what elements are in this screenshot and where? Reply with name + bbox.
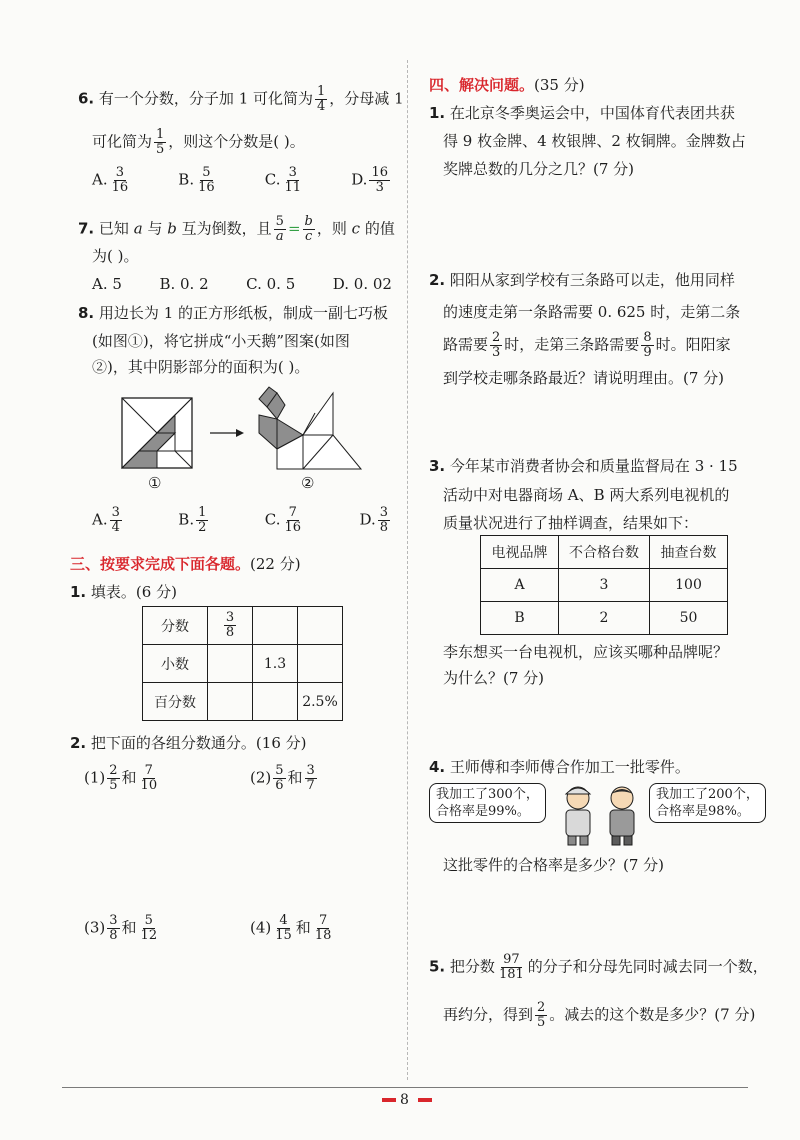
table-cell[interactable] xyxy=(253,683,298,721)
numerator: 1 xyxy=(317,84,326,99)
workers-illustration-icon xyxy=(556,780,646,846)
question-number: 2. xyxy=(70,734,87,752)
problem-2-line3: 路需要 $\frac{2}{3}$ 时，走第三条路需要 $\frac{8}{9}$ 时。阳阳家 xyxy=(443,330,731,360)
speech-bubble-li xyxy=(649,783,766,823)
table-cell: $\frac{3}{8}$ xyxy=(208,607,253,645)
question-number: 4. xyxy=(429,758,446,776)
question-6-line1 xyxy=(78,85,404,114)
column-header: 不合格台数 xyxy=(559,536,650,569)
table-row xyxy=(143,683,343,721)
problem-1-line3: 奖牌总数的几分之几？(7 分) xyxy=(443,160,635,178)
fraction-pair-2: (2) $\frac{5}{6}$ 和 $\frac{3}{7}$ xyxy=(250,763,315,793)
table-cell: 100 xyxy=(650,569,728,602)
text: 已知 xyxy=(98,219,129,238)
table-cell[interactable] xyxy=(298,607,343,645)
question-8-options xyxy=(92,506,392,535)
question-number: 3. xyxy=(429,457,446,475)
option-b[interactable]: B. $\frac{1}{2}$ xyxy=(178,505,207,535)
question-number: 1. xyxy=(429,104,446,122)
question-8-line1 xyxy=(78,303,388,323)
text: 今年某市消费者协会和质量监督局在 3 · 15 xyxy=(449,457,738,475)
question-6-line2 xyxy=(92,128,305,157)
problem-2-line4: 到学校走哪条路最近？请说明理由。(7 分) xyxy=(443,369,725,387)
text: ，分母减 1 xyxy=(329,89,404,108)
fraction xyxy=(315,85,327,114)
row-header: 百分数 xyxy=(143,683,208,721)
question-7-line1 xyxy=(78,215,395,244)
numerator: 1 xyxy=(156,127,165,142)
footer-accent-left xyxy=(382,1098,396,1102)
denominator: 5 xyxy=(156,142,165,157)
question-8-line2: (如图①)，将它拼成“小天鹅”图案(如图 xyxy=(92,332,350,350)
problem-3-line1 xyxy=(429,456,738,476)
arrow-right-icon xyxy=(210,428,244,438)
text: 有一个分数，分子加 1 可化简为 xyxy=(98,89,314,108)
problem-2-line2: 的速度走第一条路需要 0. 625 时，走第二条 xyxy=(443,303,741,321)
denominator: 4 xyxy=(317,99,326,114)
table-header-row xyxy=(481,536,728,569)
text: ，则 xyxy=(316,219,347,238)
table-cell: A xyxy=(481,569,559,602)
question-number: 2. xyxy=(429,271,446,289)
problem-4-line1 xyxy=(429,757,690,777)
option-d[interactable]: D. $\frac{16}{3}$ xyxy=(351,165,388,195)
table-row xyxy=(143,607,343,645)
table-cell: B xyxy=(481,602,559,635)
bubble-text: 合格率是98%。 xyxy=(656,804,750,819)
table-cell[interactable] xyxy=(208,645,253,683)
fraction-pair-4: (4) $\frac{4}{15}$ 和 $\frac{7}{18}$ xyxy=(250,913,332,943)
footer-rule xyxy=(62,1087,748,1088)
problem-4-question: 这批零件的合格率是多少？(7 分) xyxy=(443,856,665,874)
question-number: 8. xyxy=(78,304,95,322)
problem-2-line1 xyxy=(429,270,735,290)
fraction: $\frac{5}{a}$ xyxy=(275,214,284,244)
fraction-pair-1: (1) $\frac{2}{5}$ 和 $\frac{7}{10}$ xyxy=(84,763,158,793)
table-cell[interactable] xyxy=(253,607,298,645)
footer-accent-right xyxy=(418,1098,432,1102)
problem-1-line1 xyxy=(429,103,735,123)
text: ，则这个分数是( )。 xyxy=(168,132,305,151)
section-3-heading xyxy=(70,554,301,574)
question-number: 7. xyxy=(78,219,95,238)
variable-b: b xyxy=(167,219,177,238)
variable-a: a xyxy=(133,219,143,238)
option-a[interactable]: A. 5 xyxy=(92,275,122,293)
table-row xyxy=(481,602,728,635)
section-3-question-2 xyxy=(70,733,306,753)
text: 可化简为 xyxy=(92,132,153,151)
row-header: 小数 xyxy=(143,645,208,683)
problem-5-line1: 5. 把分数 $\frac{97}{181}$ 的分子和分母先同时减去同一个数， xyxy=(429,952,768,982)
tv-survey-table xyxy=(480,535,728,635)
question-number: 5. xyxy=(429,957,446,976)
text: 王师傅和李师傅合作加工一批零件。 xyxy=(449,758,690,776)
table-cell: 50 xyxy=(650,602,728,635)
table-row xyxy=(481,569,728,602)
option-b[interactable]: B. 0. 2 xyxy=(159,275,209,293)
question-number: 6. xyxy=(78,89,95,108)
figure-1-label: ① xyxy=(148,474,162,492)
option-a[interactable]: A. $\frac{3}{4}$ xyxy=(92,505,120,535)
question-7-options xyxy=(92,274,392,294)
fraction xyxy=(154,128,166,157)
option-d[interactable]: D. 0. 02 xyxy=(332,275,392,293)
problem-3-line3: 质量状况进行了抽样调查，结果如下： xyxy=(443,514,699,532)
page-number: 8 xyxy=(400,1092,409,1108)
fraction: $\frac{b}{c}$ xyxy=(304,214,313,244)
bubble-text: 我加工了200个， xyxy=(656,787,759,802)
section-points: (22 分) xyxy=(250,555,301,573)
option-c[interactable]: C. $\frac{7}{16}$ xyxy=(264,505,302,535)
option-a[interactable]: A. $\frac{3}{16}$ xyxy=(92,165,129,195)
fill-in-table xyxy=(142,606,343,721)
table-cell: 2 xyxy=(559,602,650,635)
section-4-heading xyxy=(429,75,585,95)
section-title: 三、按要求完成下面各题。 xyxy=(70,555,251,573)
section-points: (35 分) xyxy=(534,76,585,94)
fraction-pair-3: (3) $\frac{3}{8}$ 和 $\frac{5}{12}$ xyxy=(84,913,158,943)
question-7-line2: 为( )。 xyxy=(92,247,139,265)
problem-3-after2: 为什么？(7 分) xyxy=(443,669,545,687)
table-cell[interactable] xyxy=(208,683,253,721)
problem-3-after1: 李东想买一台电视机，应该买哪种品牌呢？ xyxy=(443,643,729,661)
bubble-text: 我加工了300个， xyxy=(436,787,539,802)
text: 用边长为 1 的正方形纸板，制成一副七巧板 xyxy=(98,304,389,322)
table-cell: 2.5% xyxy=(298,683,343,721)
table-cell: 1.3 xyxy=(253,645,298,683)
option-c[interactable]: C. 0. 5 xyxy=(246,275,296,293)
option-d[interactable]: D. $\frac{3}{8}$ xyxy=(359,505,388,535)
section-3-question-1 xyxy=(70,582,177,602)
tangram-swan-figure xyxy=(255,383,365,471)
problem-1-line2: 得 9 枚金牌、4 枚银牌、2 枚铜牌。金牌数占 xyxy=(443,132,746,150)
table-cell[interactable] xyxy=(298,645,343,683)
question-6-options xyxy=(92,166,392,195)
question-number: 1. xyxy=(70,583,87,601)
problem-3-line2: 活动中对电器商场 A、B 两大系列电视机的 xyxy=(443,486,730,504)
equals-sign: = xyxy=(287,219,301,238)
problem-5-line2: 再约分，得到 $\frac{2}{5}$ 。减去的这个数是多少？(7 分) xyxy=(443,1000,756,1030)
text: 的值 xyxy=(364,219,395,238)
row-header: 分数 xyxy=(143,607,208,645)
tangram-square-figure xyxy=(121,397,193,469)
question-text: 把下面的各组分数通分。(16 分) xyxy=(90,734,307,752)
column-header: 电视品牌 xyxy=(481,536,559,569)
variable-c: c xyxy=(351,219,361,238)
figure-2-label: ② xyxy=(301,474,315,492)
text: 阳阳从家到学校有三条路可以走，他用同样 xyxy=(449,271,735,289)
speech-bubble-wang xyxy=(429,783,546,823)
option-b[interactable]: B. $\frac{5}{16}$ xyxy=(178,165,215,195)
bubble-text: 合格率是99%。 xyxy=(436,804,530,819)
table-cell: 3 xyxy=(559,569,650,602)
column-divider xyxy=(407,60,408,1080)
question-text: 填表。(6 分) xyxy=(90,583,177,601)
section-title: 四、解决问题。 xyxy=(429,76,535,94)
table-row xyxy=(143,645,343,683)
column-header: 抽查台数 xyxy=(650,536,728,569)
text: 互为倒数，且 xyxy=(181,219,272,238)
text: 与 xyxy=(147,219,163,238)
text: 在北京冬季奥运会中，中国体育代表团共获 xyxy=(449,104,735,122)
option-c[interactable]: C. $\frac{3}{11}$ xyxy=(264,165,302,195)
question-8-line3: ②)，其中阴影部分的面积为( )。 xyxy=(92,358,310,376)
